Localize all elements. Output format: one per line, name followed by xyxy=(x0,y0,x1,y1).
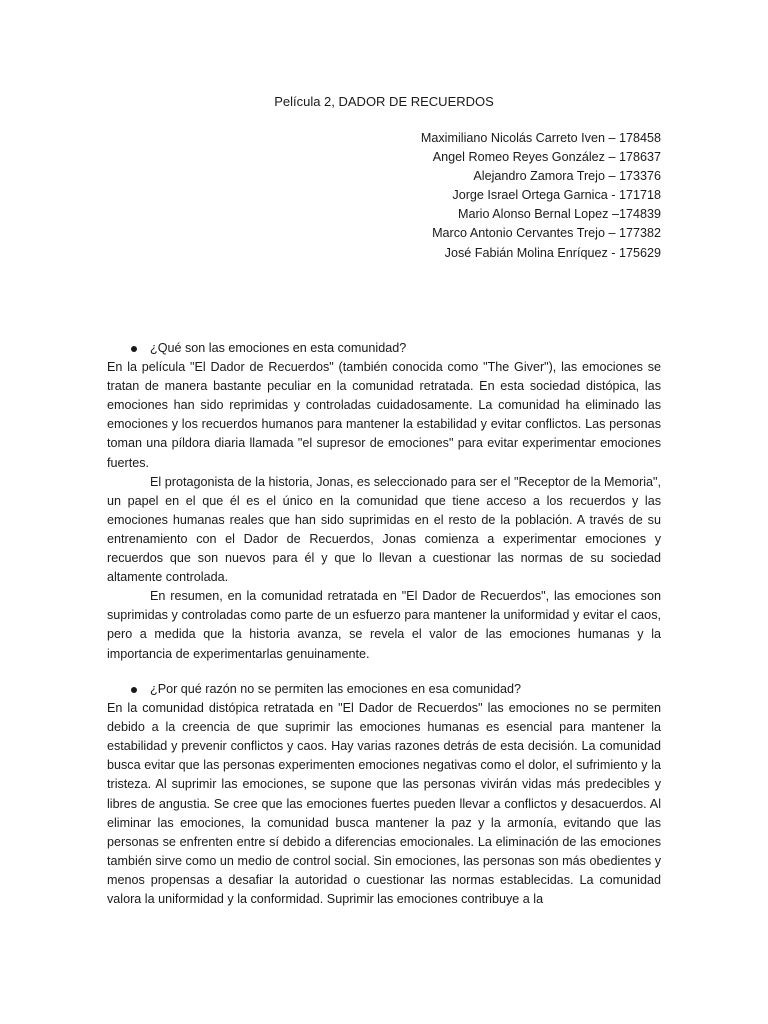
author-line: Maximiliano Nicolás Carreto Iven – 178458 xyxy=(420,131,661,145)
bullet-dot-icon xyxy=(131,687,137,693)
question-bullet xyxy=(107,680,661,699)
paragraph: En la comunidad distópica retratada en "El Dador de Recuerdos" las emociones no se permiten debido a la creencia de que suprimir las emociones humanas es esencial para mantener la estabilidad y prevenir conflictos y caos. Hay varias razones detrás de esta decisión. La comunidad busca evitar que las personas experimenten emociones negativas como el dolor, el sufrimiento y la tristeza. Al suprimir las emociones, se supone que las personas vivirán vidas más predecibles y libres de angustia. Se cree que las emociones fuertes pueden llevar a conflictos y desacuerdos. Al eliminar las emociones, la comunidad busca mantener la paz y la armonía, evitando que las personas se enfrenten entre sí debido a diferencias emocionales. La eliminación de las emociones también sirve como un medio de control social. Sin emociones, las personas son más obedientes y menos propensas a desafiar la autoridad o cuestionar las normas establecidas. La comunidad valora la uniformidad y la conformidad. Suprimir las emociones contribuye a la xyxy=(107,701,661,907)
author-line: Alejandro Zamora Trejo – 173376 xyxy=(473,169,661,184)
author-list xyxy=(421,129,661,263)
paragraph: En la película "El Dador de Recuerdos" (también conocida como "The Giver"), las emociones se tratan de manera bastante peculiar en la comunidad retratada. En esta sociedad distópica, las emociones han sido reprimidas y controladas cuidadosamente. La comunidad ha eliminado las emociones y los recuerdos humanos para mantener la estabilidad y evitar conflictos. Las personas toman una píldora diaria llamada "el supresor de emociones" para evitar experimentar emociones fuertes. xyxy=(107,360,661,470)
paragraph: En resumen, en la comunidad retratada en "El Dador de Recuerdos", las emociones son suprimidas y controladas como parte de un esfuerzo para mantener la uniformidad y evitar el caos, pero a medida que la historia avanza, se revela el valor de las emociones humanas y la importancia de experimentarlas genuinamente. xyxy=(107,589,661,661)
author-line: Mario Alonso Bernal Lopez –174839 xyxy=(457,207,661,222)
bullet-dot-icon xyxy=(131,346,137,352)
question-bullet xyxy=(107,339,661,358)
section-emotions-reason xyxy=(107,680,661,909)
author-line: Marco Antonio Cervantes Trejo – 177382 xyxy=(432,226,661,241)
author-line: Jorge Israel Ortega Garnica - 171718 xyxy=(452,188,661,203)
document-title: Película 2, DADOR DE RECUERDOS xyxy=(274,94,494,109)
question-text: ¿Por qué razón no se permiten las emociones en esa comunidad? xyxy=(150,682,522,696)
question-text: ¿Qué son las emociones en esta comunidad? xyxy=(150,341,407,355)
paragraph: El protagonista de la historia, Jonas, es seleccionado para ser el "Receptor de la Memoria", un papel en el que él es el único en la comunidad que tiene acceso a los recuerdos y las emociones humanas reales que han sido suprimidas en el resto de la población. A través de su entrenamiento con el Dador de Recuerdos, Jonas comienza a experimentar emociones y recuerdos que son nuevos para él y que lo llevan a cuestionar las normas de su sociedad altamente controlada. xyxy=(107,474,661,585)
author-line: Angel Romeo Reyes González – 178637 xyxy=(432,150,661,165)
section-emotions-definition xyxy=(107,339,661,664)
author-line: José Fabián Molina Enríquez - 175629 xyxy=(444,245,661,260)
